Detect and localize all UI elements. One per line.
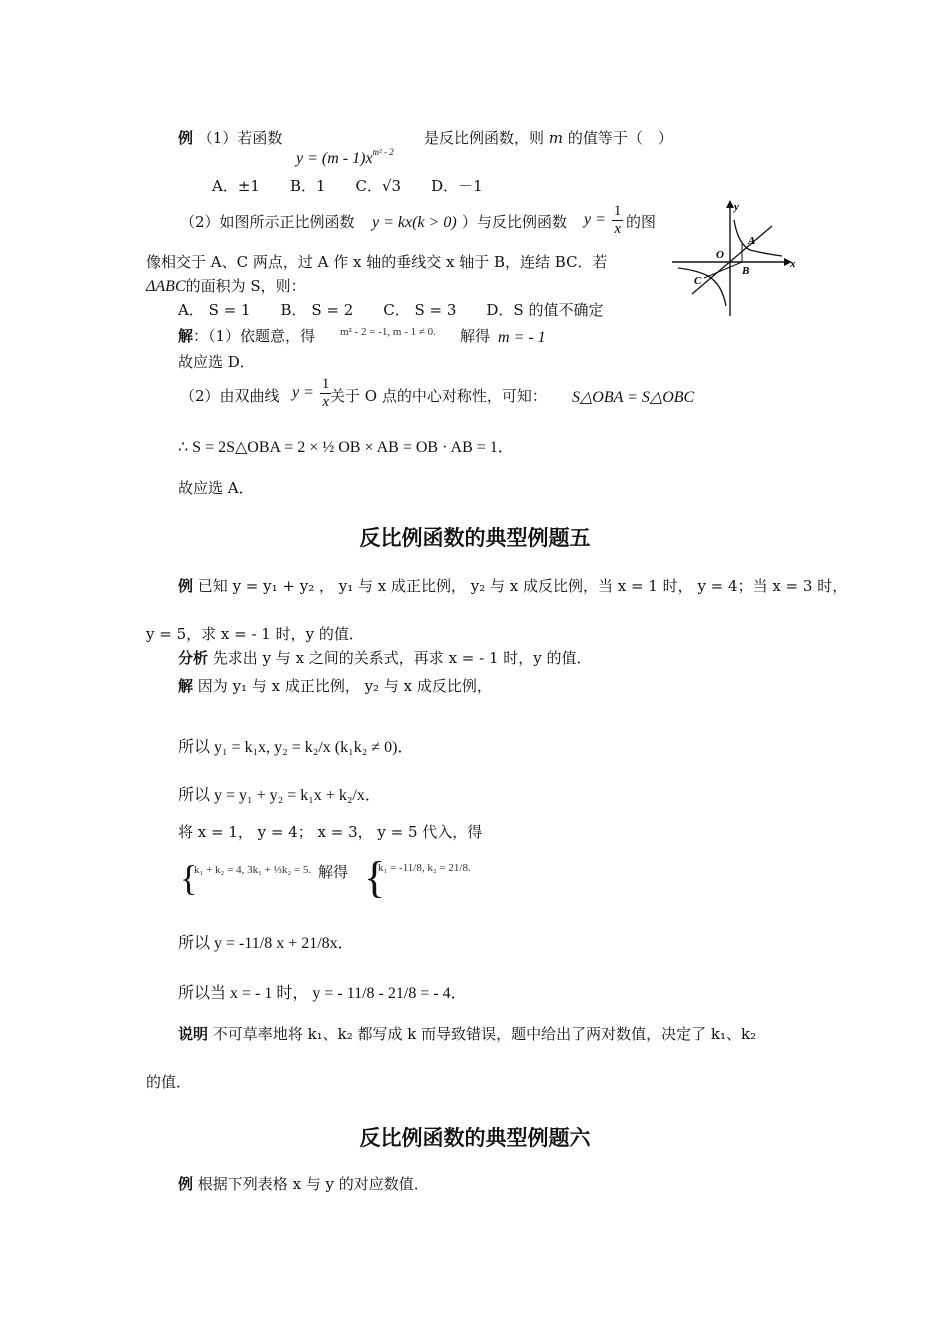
fig-label-b: B — [742, 265, 750, 277]
s5-note-line1: 说明 不可草率地将 k₁、k₂ 都写成 k 而导致错误，题中给出了两对数值，决定了 k₁、k₂ — [178, 1025, 757, 1043]
s5-ex-line1: 例 已知 y = y₁ + y₂ ， y₁ 与 x 成正比例， y₂ 与 x 成反比例，当 x = 1 时， y = 4；当 x = 3 时， — [178, 577, 848, 595]
s5-sol-line4: 将 x = 1， y = 4； x = 3， y = 5 代入，得 — [178, 823, 483, 841]
system-mid: 解得 — [318, 863, 349, 881]
fig-label-y: y — [734, 201, 739, 213]
q1-text-a: （1）若函数 — [197, 129, 283, 147]
q2-text-a: （2）如图所示正比例函数 — [180, 213, 355, 231]
sol2-a: （2）由双曲线 — [180, 387, 280, 405]
system-right: k₁ = -11/8, k₂ = 21/8. — [378, 862, 471, 874]
sol1-b: 解得 — [460, 327, 491, 345]
q1-line — [178, 128, 282, 148]
sol1-c: m = - 1 — [498, 329, 546, 346]
q2-formula-b: y = $\frac{1}{x}$ — [584, 203, 622, 237]
s6-ex: 例 根据下列表格 x 与 y 的对应数值． — [178, 1175, 429, 1193]
s5-sol-line6: 所以当 x = - 1 时， y = - 11/8 - 21/8 = - 4． — [178, 985, 467, 1002]
q2-line3: ΔABC的面积为 S，则： — [146, 277, 306, 295]
graph-figure — [668, 196, 802, 320]
q1-text-b: 是反比例函数，则 m 的值等于（ ） — [424, 129, 673, 147]
q1-options: A．±1 B．1 C．√3 D．－1 — [212, 177, 483, 195]
sol2-hyperbola: y = $\frac{1}{x}$ — [292, 376, 330, 410]
fig-label-x: x — [790, 258, 796, 270]
s5-ex-line2: y = 5，求 x = - 1 时，y 的值． — [146, 625, 364, 643]
q2-text-b: ）与反比例函数 — [462, 213, 568, 231]
y-axis-arrow-icon — [726, 200, 734, 208]
q2-options: A． S = 1 B． S = 2 C． S = 3 D．S 的值不确定 — [178, 301, 604, 319]
sol2-line: ∴ S = 2S△OBA = 2 × ½ OB × AB = OB · AB = 1． — [178, 439, 514, 456]
sol1-end: 故应选 D． — [178, 353, 255, 371]
s5-sol-line3: 所以 y = y₁ + y₂ = k₁x + k₂/x． — [178, 787, 381, 804]
fig-label-c: C — [694, 275, 702, 287]
solution-label: 解 — [178, 327, 194, 345]
q2-formula-a: y = kx(k > 0) — [372, 214, 457, 231]
q1-formula: $y = (m - 1)x^{m^2 - 2}$ — [296, 147, 394, 167]
fig-label-o: O — [716, 249, 724, 261]
section6-title: 反比例函数的典型例题六 — [359, 1126, 591, 1150]
system-brace-left: { — [180, 858, 198, 898]
s5-note-line2: 的值． — [146, 1073, 192, 1091]
hyperbola-branch-2 — [678, 268, 726, 306]
sol2-end: 故应选 A． — [178, 479, 254, 497]
system-left: k₁ + k₂ = 4, 3k₁ + ⅓k₂ = 5. — [194, 864, 312, 876]
sol1-line: 解：（1）依题意，得 — [178, 327, 316, 345]
segment-bc — [704, 262, 742, 278]
fig-label-a: A — [748, 235, 756, 247]
sol2-b: 关于 O 点的中心对称性，可知： — [330, 387, 547, 405]
s5-sol-line1: 解 因为 y₁ 与 x 成正比例， y₂ 与 x 成反比例， — [178, 677, 492, 695]
q2-text-c: 的图 — [626, 213, 657, 231]
example-label: 例 — [178, 129, 194, 147]
line-y-kx — [692, 226, 772, 294]
section5-title: 反比例函数的典型例题五 — [359, 526, 591, 550]
sol2-c: S△OBA = S△OBC — [572, 389, 695, 406]
s5-analysis: 分析 先求出 y 与 x 之间的关系式，再求 x = - 1 时，y 的值． — [178, 649, 592, 667]
sol1-system: m² - 2 = -1, m - 1 ≠ 0. — [340, 326, 436, 338]
system-brace-right: { — [364, 853, 386, 902]
s5-sol-line2: 所以 y₁ = k₁x, y₂ = k₂/x (k₁k₂ ≠ 0)． — [178, 739, 414, 756]
s5-sol-line5: 所以 y = -11/8 x + 21/8x． — [178, 935, 354, 952]
q2-line2: 像相交于 A、C 两点，过 A 作 x 轴的垂线交 x 轴于 B，连结 BC．若 — [146, 253, 608, 271]
